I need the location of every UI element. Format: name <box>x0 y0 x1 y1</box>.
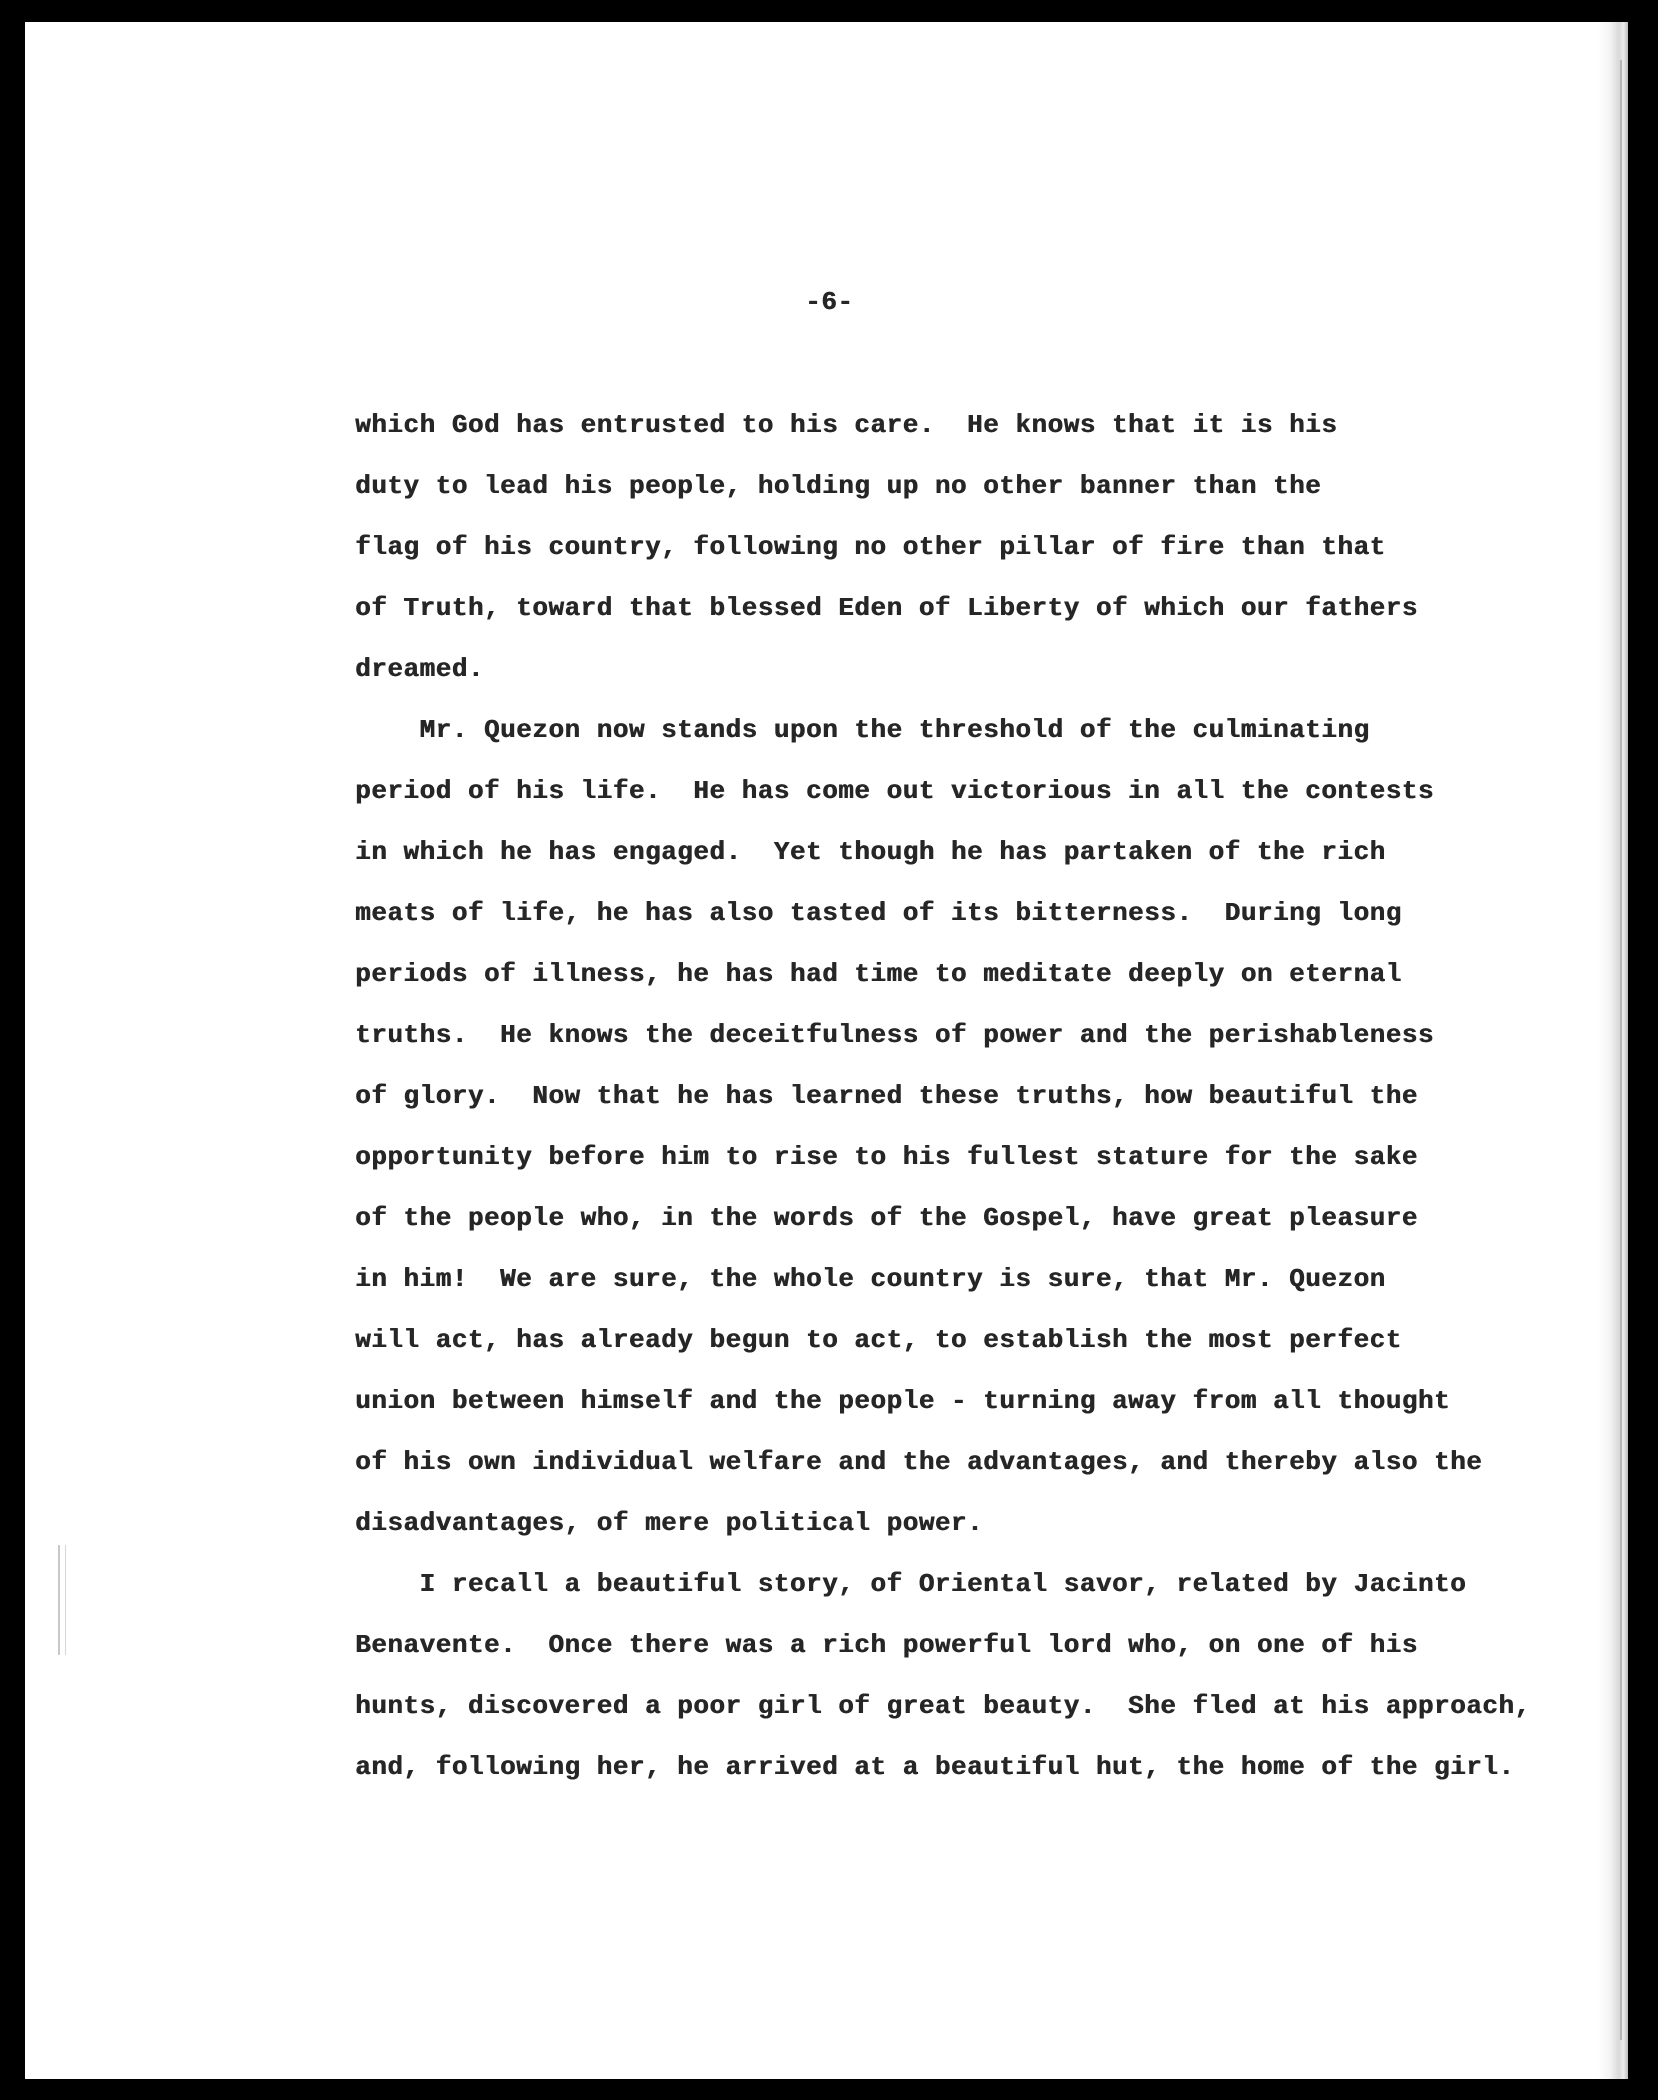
text-line-10: periods of illness, he has had time to meditate deeply on eternal <box>355 959 1402 989</box>
text-line-2: duty to lead his people, holding up no other banner than the <box>355 471 1322 501</box>
text-line-21: Benavente. Once there was a rich powerful lord who, on one of his <box>355 1630 1418 1660</box>
text-line-23: and, following her, he arrived at a beautiful hut, the home of the girl. <box>355 1752 1515 1782</box>
text-line-19: disadvantages, of mere political power. <box>355 1508 983 1538</box>
text-line-22: hunts, discovered a poor girl of great beauty. She fled at his approach, <box>355 1691 1531 1721</box>
text-line-17: union between himself and the people - turning away from all thought <box>355 1386 1450 1416</box>
page-number: -6- <box>805 287 854 317</box>
binding-mark <box>58 1545 66 1655</box>
text-line-1: which God has entrusted to his care. He knows that it is his <box>355 410 1338 440</box>
text-line-15: in him! We are sure, the whole country is sure, that Mr. Quezon <box>355 1264 1386 1294</box>
text-line-13: opportunity before him to rise to his fullest stature for the sake <box>355 1142 1418 1172</box>
text-line-9: meats of life, he has also tasted of its bitterness. During long <box>355 898 1402 928</box>
text-line-8: in which he has engaged. Yet though he has partaken of the rich <box>355 837 1386 867</box>
text-line-5: dreamed. <box>355 654 484 684</box>
text-line-18: of his own individual welfare and the advantages, and thereby also the <box>355 1447 1483 1477</box>
text-line-12: of glory. Now that he has learned these truths, how beautiful the <box>355 1081 1418 1111</box>
text-line-14: of the people who, in the words of the Gospel, have great pleasure <box>355 1203 1418 1233</box>
page-edge-line <box>1620 60 1622 2040</box>
text-line-16: will act, has already begun to act, to establish the most perfect <box>355 1325 1402 1355</box>
text-line-3: flag of his country, following no other pillar of fire than that <box>355 532 1386 562</box>
text-line-11: truths. He knows the deceitfulness of power and the perishableness <box>355 1020 1434 1050</box>
text-line-4: of Truth, toward that blessed Eden of Liberty of which our fathers <box>355 593 1418 623</box>
text-line-6: Mr. Quezon now stands upon the threshold of the culminating <box>355 715 1370 745</box>
text-line-7: period of his life. He has come out victorious in all the contests <box>355 776 1434 806</box>
text-line-20: I recall a beautiful story, of Oriental savor, related by Jacinto <box>355 1569 1467 1599</box>
page-edge-shadow <box>1598 22 1628 2079</box>
